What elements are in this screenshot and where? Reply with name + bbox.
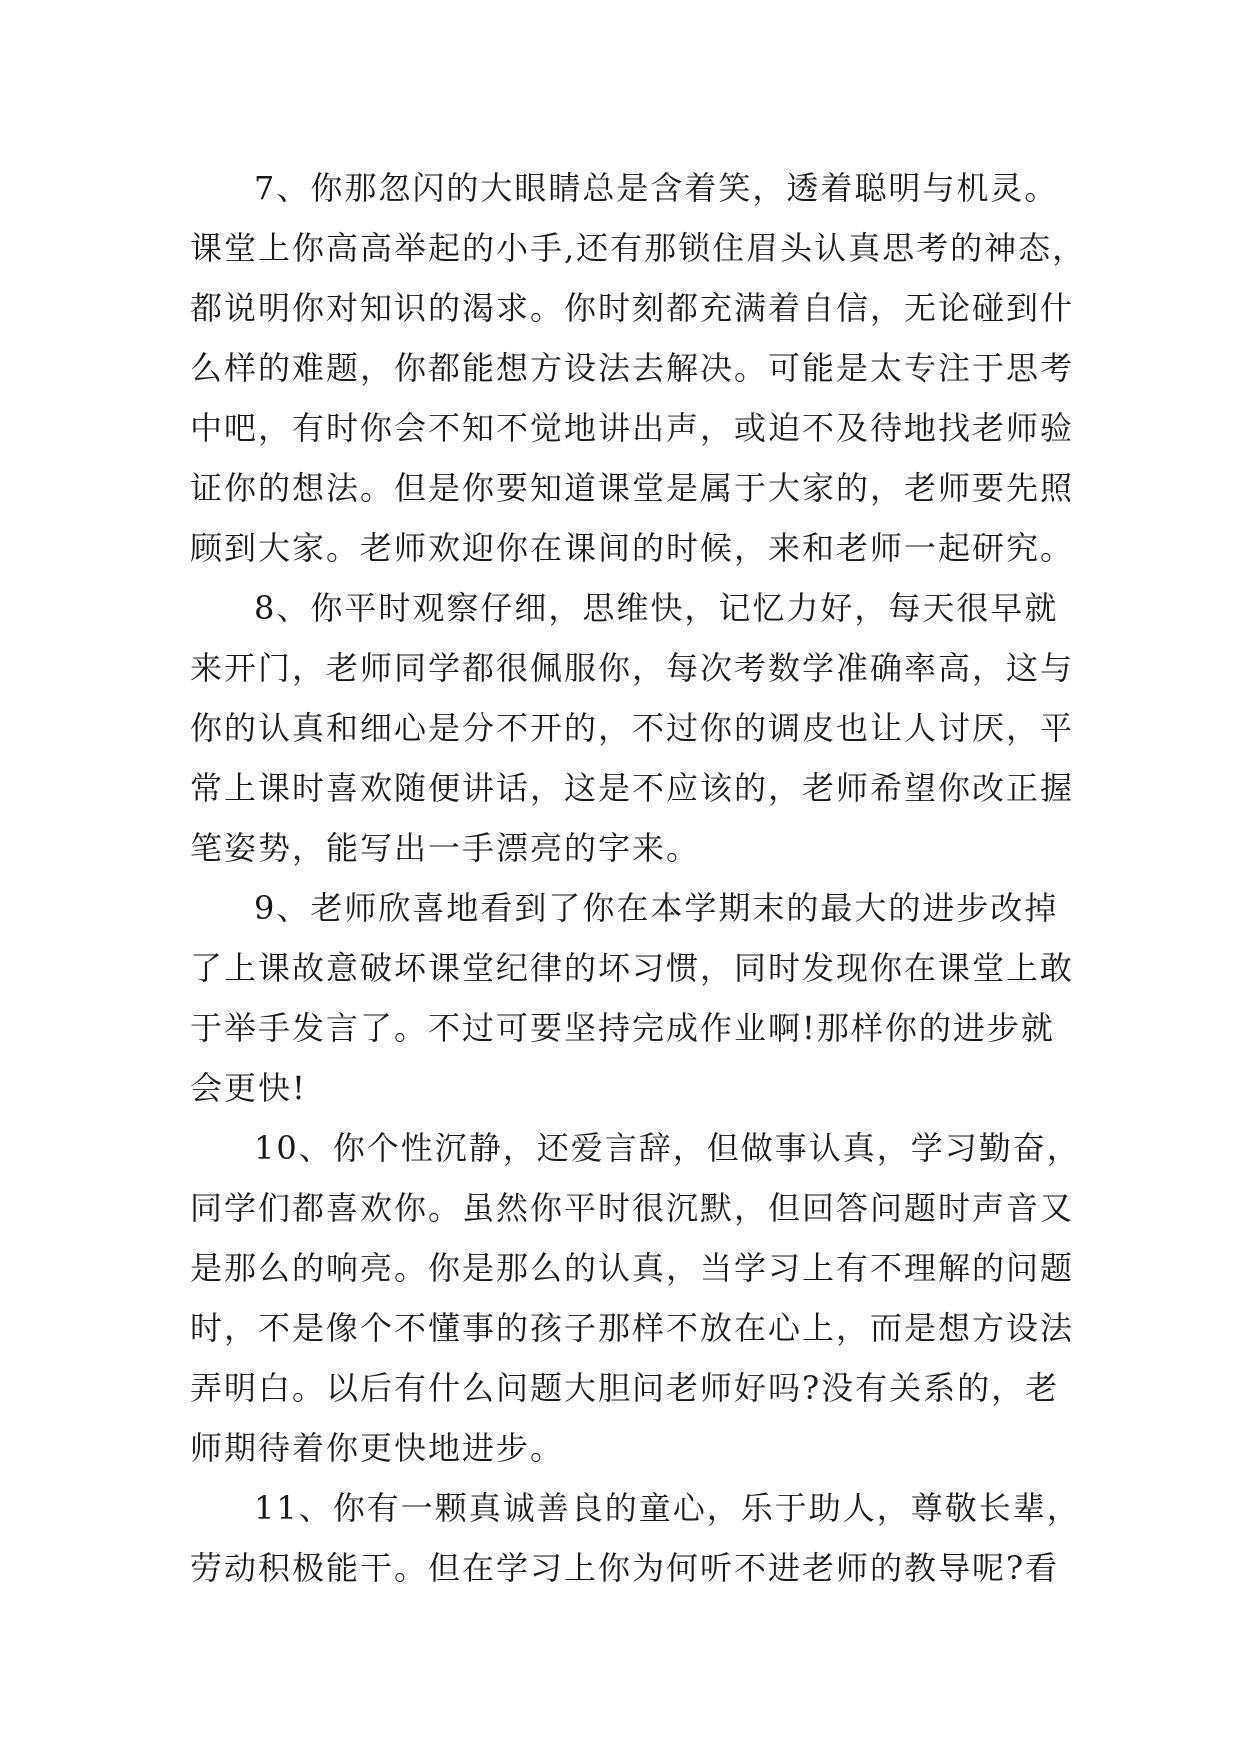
- body-text: [190, 158, 1090, 1598]
- paragraph-8-line-2: 来开门，老师同学都很佩服你，每次考数学准确率高，这与: [190, 649, 1075, 687]
- paragraph-11-line-1: 11、你有一颗真诚善良的童心，乐于助人，尊敬长辈，: [254, 1489, 1081, 1527]
- paragraph-10-line-3: 是那么的响亮。你是那么的认真，当学习上有不理解的问题: [190, 1249, 1075, 1287]
- paragraph-9-line-3: 于举手发言了。不过可要坚持完成作业啊!那样你的进步就: [190, 1009, 1055, 1047]
- paragraph-9-line-2: 了上课故意破坏课堂纪律的坏习惯，同时发现你在课堂上敢: [190, 949, 1075, 987]
- paragraph-7-line-5: 中吧，有时你会不知不觉地讲出声，或迫不及待地找老师验: [190, 409, 1075, 447]
- paragraph-10-line-6: 师期待着你更快地进步。: [190, 1429, 565, 1467]
- paragraph-8-line-1: 8、你平时观察仔细，思维快，记忆力好，每天很早就: [254, 589, 1059, 627]
- paragraph-8-line-4: 常上课时喜欢随便讲话，这是不应该的，老师希望你改正握: [190, 769, 1075, 807]
- paragraph-7-line-3: 都说明你对知识的渴求。你时刻都充满着自信，无论碰到什: [190, 289, 1075, 327]
- paragraph-9-line-4: 会更快!: [190, 1069, 307, 1107]
- paragraph-9-line-1: 9、老师欣喜地看到了你在本学期末的最大的进步改掉: [254, 889, 1059, 927]
- paragraph-10-line-5: 弄明白。以后有什么问题大胆问老师好吗?没有关系的，老: [190, 1369, 1060, 1407]
- paragraph-11-line-2: 劳动积极能干。但在学习上你为何听不进老师的教导呢?看: [190, 1549, 1060, 1587]
- paragraph-10-line-4: 时，不是像个不懂事的孩子那样不放在心上，而是想方设法: [190, 1309, 1075, 1347]
- paragraph-7-line-6: 证你的想法。但是你要知道课堂是属于大家的，老师要先照: [190, 469, 1075, 507]
- paragraph-7-line-4: 么样的难题，你都能想方设法去解决。可能是太专注于思考: [190, 349, 1075, 387]
- paragraph-8-line-5: 笔姿势，能写出一手漂亮的字来。: [190, 829, 701, 867]
- paragraph-10-line-1: 10、你个性沉静，还爱言辞，但做事认真，学习勤奋，: [254, 1129, 1081, 1167]
- paragraph-7-line-7: 顾到大家。老师欢迎你在课间的时候，来和老师一起研究。: [190, 529, 1075, 567]
- paragraph-7-line-2: 课堂上你高高举起的小手,还有那锁住眉头认真思考的神态，: [190, 229, 1087, 267]
- paragraph-8-line-3: 你的认真和细心是分不开的，不过你的调皮也让人讨厌，平: [190, 709, 1075, 747]
- paragraph-7-line-1: 7、你那忽闪的大眼睛总是含着笑，透着聪明与机灵。: [254, 169, 1059, 207]
- paragraph-10-line-2: 同学们都喜欢你。虽然你平时很沉默，但回答问题时声音又: [190, 1189, 1075, 1227]
